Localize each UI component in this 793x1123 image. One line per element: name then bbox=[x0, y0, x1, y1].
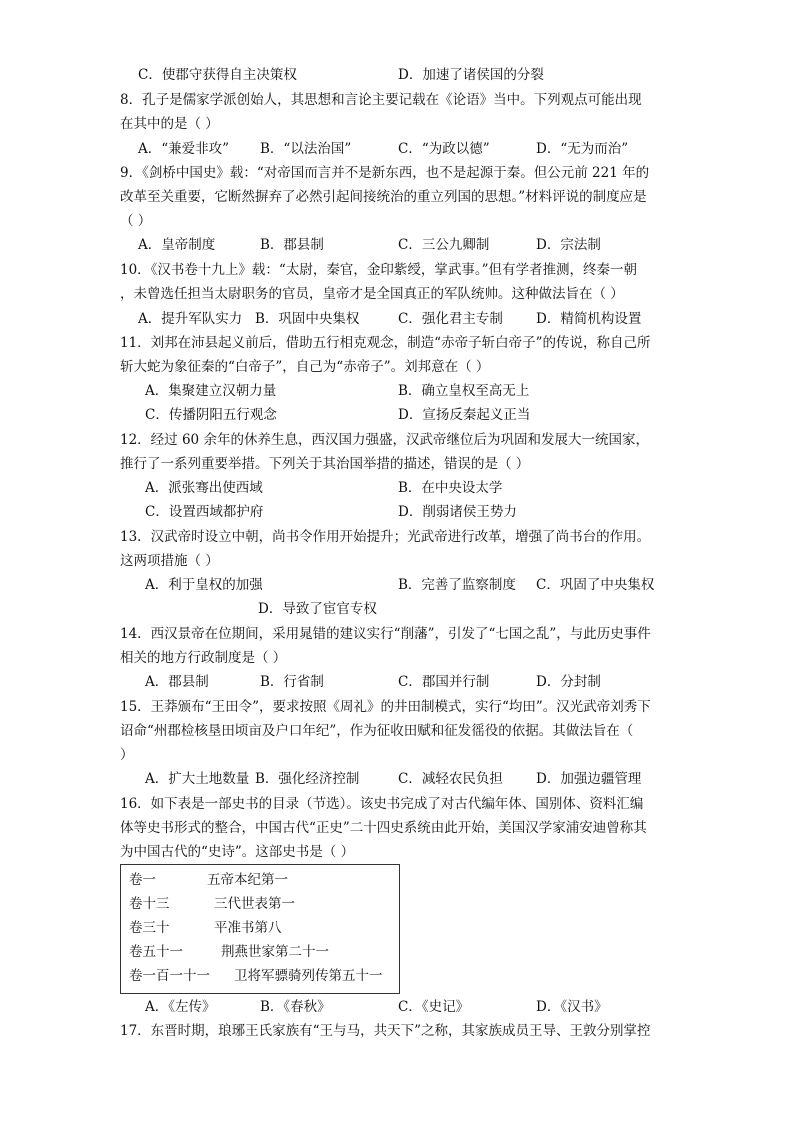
q7-option-c: C．使郡守获得自主决策权 bbox=[138, 67, 297, 83]
q8-stem-line1: 8．孔子是儒家学派创始人，其思想和言论主要记载在《论语》当中。下列观点可能出现 bbox=[120, 92, 642, 108]
q17-stem-line1: 17．东晋时期，琅琊王氏家族有“王与马，共天下”之称，其家族成员王导、王敦分别掌控 bbox=[120, 1023, 651, 1039]
toc-volume: 卷一 bbox=[129, 872, 156, 888]
q9-stem-line3: （ ） bbox=[120, 213, 152, 229]
q8-option-a: A．“兼爱非攻” bbox=[138, 141, 230, 157]
q10-option-b: B．巩固中央集权 bbox=[255, 311, 360, 327]
q16-stem-line2: 体等史书形式的整合，中国古代“正史”二十四史系统由此开始，美国汉学家浦安迪曾称其 bbox=[120, 820, 647, 836]
toc-chapter-title: 平准书第八 bbox=[214, 920, 282, 936]
q11-option-c: C．传播阴阳五行观念 bbox=[145, 407, 277, 423]
q15-option-c: C．减轻农民负担 bbox=[398, 771, 503, 787]
q15-option-a: A．扩大土地数量 bbox=[145, 771, 250, 787]
q11-stem-line2: 斩大蛇为象征秦的“白帝子”，自己为“赤帝子”。刘邦意在（ ） bbox=[120, 359, 490, 375]
q13-stem-line2: 这两项措施（ ） bbox=[120, 553, 219, 569]
q14-option-c: C．郡国并行制 bbox=[398, 674, 490, 690]
q15-stem-line1: 15．王莽颁布“王田令”，要求按照《周礼》的井田制模式，实行“均田”。汉光武帝刘秀下 bbox=[120, 699, 651, 715]
q8-stem-line2: 在其中的是（ ） bbox=[120, 116, 219, 132]
q9-option-c: C．三公九卿制 bbox=[398, 237, 490, 253]
toc-row bbox=[129, 966, 383, 986]
q11-option-d: D．宣扬反秦起义正当 bbox=[398, 407, 531, 423]
q13-option-c: C．巩固了中央集权 bbox=[536, 577, 655, 593]
q8-option-c: C．“为政以德” bbox=[398, 141, 490, 157]
q13-option-d: D．导致了宦官专权 bbox=[258, 601, 377, 617]
toc-chapter-title: 三代世表第一 bbox=[214, 896, 295, 912]
toc-chapter-title: 五帝本纪第一 bbox=[207, 872, 288, 888]
q12-option-c: C．设置西域都护府 bbox=[145, 504, 264, 520]
toc-volume: 卷三十 bbox=[129, 920, 170, 936]
q16-option-b: B．《春秋》 bbox=[260, 999, 331, 1015]
q12-option-a: A．派张骞出使西域 bbox=[145, 480, 263, 496]
q12-stem-line2: 推行了一系列重要举措。下列关于其治国举措的描述，错误的是（ ） bbox=[120, 456, 530, 472]
q14-option-b: B．行省制 bbox=[260, 674, 324, 690]
q16-option-d: D．《汉书》 bbox=[536, 999, 608, 1015]
q11-option-a: A．集聚建立汉朝力量 bbox=[145, 383, 277, 399]
q8-option-b: B．“以法治国” bbox=[260, 141, 352, 157]
q15-stem-line3: ） bbox=[120, 747, 134, 763]
q11-stem-line1: 11．刘邦在沛县起义前后，借助五行相克观念，制造“赤帝子斩白帝子”的传说，称自己所 bbox=[120, 335, 651, 351]
q15-stem-line2: 诏命“州郡检核垦田顷亩及户口年纪”，作为征收田赋和征发徭役的依据。其做法旨在（ bbox=[120, 723, 634, 739]
q9-option-b: B．郡县制 bbox=[260, 237, 324, 253]
q8-option-d: D．“无为而治” bbox=[536, 141, 629, 157]
q10-option-c: C．强化君主专制 bbox=[398, 311, 503, 327]
q12-option-d: D．削弱诸侯王势力 bbox=[398, 504, 517, 520]
toc-volume: 卷一百一十一 bbox=[129, 968, 210, 984]
toc-chapter-title: 荆燕世家第二十一 bbox=[221, 944, 329, 960]
q14-option-d: D．分封制 bbox=[536, 674, 601, 690]
toc-row bbox=[129, 918, 282, 938]
q9-stem-line1: 9．《剑桥中国史》载：“对帝国而言并不是新东西，也不是起源于秦。但公元前 221 年的 bbox=[120, 165, 650, 181]
q13-option-a: A．利于皇权的加强 bbox=[145, 577, 263, 593]
q14-stem-line1: 14．西汉景帝在位期间，采用晁错的建议实行“削藩”，引发了“七国之乱”，与此历史事件 bbox=[120, 626, 651, 642]
q10-option-d: D．精简机构设置 bbox=[536, 311, 642, 327]
q11-option-b: B．确立皇权至高无上 bbox=[398, 383, 530, 399]
table-of-contents bbox=[120, 864, 400, 994]
q9-option-a: A．皇帝制度 bbox=[138, 237, 216, 253]
q13-stem-line1: 13．汉武帝时设立中朝，尚书令作用开始提升；光武帝进行改革，增强了尚书台的作用。 bbox=[120, 529, 651, 545]
q15-option-d: D．加强边疆管理 bbox=[536, 771, 642, 787]
q14-stem-line2: 相关的地方行政制度是（ ） bbox=[120, 650, 287, 666]
q15-option-b: B．强化经济控制 bbox=[255, 771, 360, 787]
q16-stem-line1: 16．如下表是一部史书的目录（节选）。该史书完成了对古代编年体、国别体、资料汇编 bbox=[120, 796, 644, 812]
q10-stem-line2: ，未曾选任担当太尉职务的官员，皇帝才是全国真正的军队统帅。这种做法旨在（ ） bbox=[120, 286, 624, 302]
toc-chapter-title: 卫将军骠骑列传第五十一 bbox=[234, 968, 383, 984]
q13-option-b: B．完善了监察制度 bbox=[398, 577, 516, 593]
q10-option-a: A．提升军队实力 bbox=[138, 311, 243, 327]
q12-stem-line1: 12．经过 60 余年的休养生息，西汉国力强盛，汉武帝继位后为巩固和发展大一统国家， bbox=[120, 432, 649, 448]
toc-volume: 卷五十一 bbox=[129, 944, 183, 960]
q7-option-d: D．加速了诸侯国的分裂 bbox=[398, 67, 544, 83]
q16-option-c: C．《史记》 bbox=[398, 999, 470, 1015]
toc-row bbox=[129, 870, 288, 890]
q9-option-d: D．宗法制 bbox=[536, 237, 601, 253]
toc-row bbox=[129, 942, 329, 962]
toc-row bbox=[129, 894, 295, 914]
q16-stem-line3: 为中国古代的“史诗”。这部史书是（ ） bbox=[120, 844, 355, 860]
q14-option-a: A．郡县制 bbox=[145, 674, 209, 690]
q9-stem-line2: 改革至关重要，它断然摒弃了必然引起间接统治的重立列国的思想。”材料评说的制度应是 bbox=[120, 189, 647, 205]
q12-option-b: B．在中央设太学 bbox=[398, 480, 503, 496]
q16-option-a: A．《左传》 bbox=[145, 999, 216, 1015]
q10-stem-line1: 10．《汉书卷十九上》载：“太尉，秦官，金印紫绶，掌武事。”但有学者推测，终秦一朝 bbox=[120, 262, 637, 278]
toc-volume: 卷十三 bbox=[129, 896, 170, 912]
